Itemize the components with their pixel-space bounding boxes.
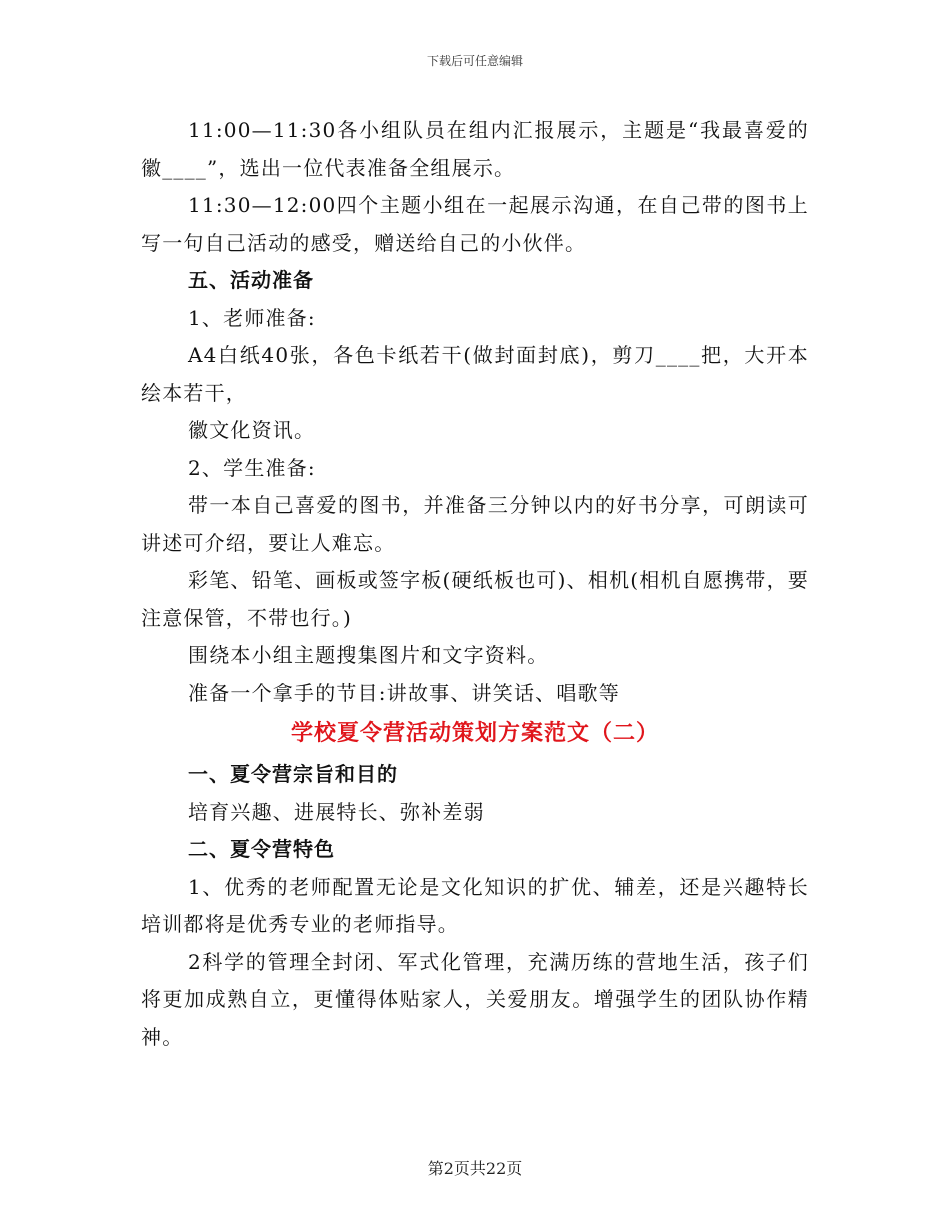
page-header: 下载后可任意编辑 (426, 54, 523, 68)
paragraph-culture-info: 徽文化资讯。 (188, 418, 316, 442)
subheading-teacher-prep: 1、老师准备: (188, 305, 316, 330)
paragraph-collect-materials: 围绕本小组主题搜集图片和文字资料。 (188, 643, 549, 667)
page-footer: 第2页共22页 (427, 1159, 523, 1178)
section-title: 学校夏令营活动策划方案范文（二） (290, 721, 659, 746)
paragraph-feature-management: 2科学的管理全封闭、军式化管理，充满历练的营地生活，孩子们将更加成熟自立，更懂得体贴家人，关爱朋友。增强学生的团队协作精神。 (141, 949, 809, 1049)
paragraph-schedule-2: 11:30—12:00四个主题小组在一起展示沟通，在自己带的图书上写一句自己活动的感受，赠送给自己的小伙伴。 (141, 193, 809, 255)
paragraph-feature-teachers: 1、优秀的老师配置无论是文化知识的扩优、辅差，还是兴趣特长培训都将是优秀专业的老师指导。 (141, 874, 809, 936)
heading-camp-features: 二、夏令营特色 (188, 837, 335, 861)
heading-activity-prep: 五、活动准备 (188, 268, 314, 292)
heading-camp-purpose: 一、夏令营宗旨和目的 (188, 762, 398, 786)
paragraph-purpose: 培育兴趣、进展特长、弥补差弱 (188, 799, 485, 824)
paragraph-student-tools: 彩笔、铅笔、画板或签字板(硬纸板也可)、相机(相机自愿携带，要注意保管，不带也行。) (141, 568, 809, 630)
paragraph-teacher-materials: A4白纸40张，各色卡纸若干(做封面封底)，剪刀____把，大开本绘本若干， (141, 343, 809, 405)
paragraph-performance: 准备一个拿手的节目:讲故事、讲笑话、唱歌等 (188, 680, 620, 705)
paragraph-schedule-1: 11:00—11:30各小组队员在组内汇报展示，主题是“我最喜爱的徽____”，选出一位代表准备全组展示。 (141, 118, 809, 180)
document-body (141, 112, 809, 1056)
subheading-student-prep: 2、学生准备: (188, 455, 316, 480)
paragraph-student-book: 带一本自己喜爱的图书，并准备三分钟以内的好书分享，可朗读可讲述可介绍，要让人难忘。 (141, 493, 809, 555)
